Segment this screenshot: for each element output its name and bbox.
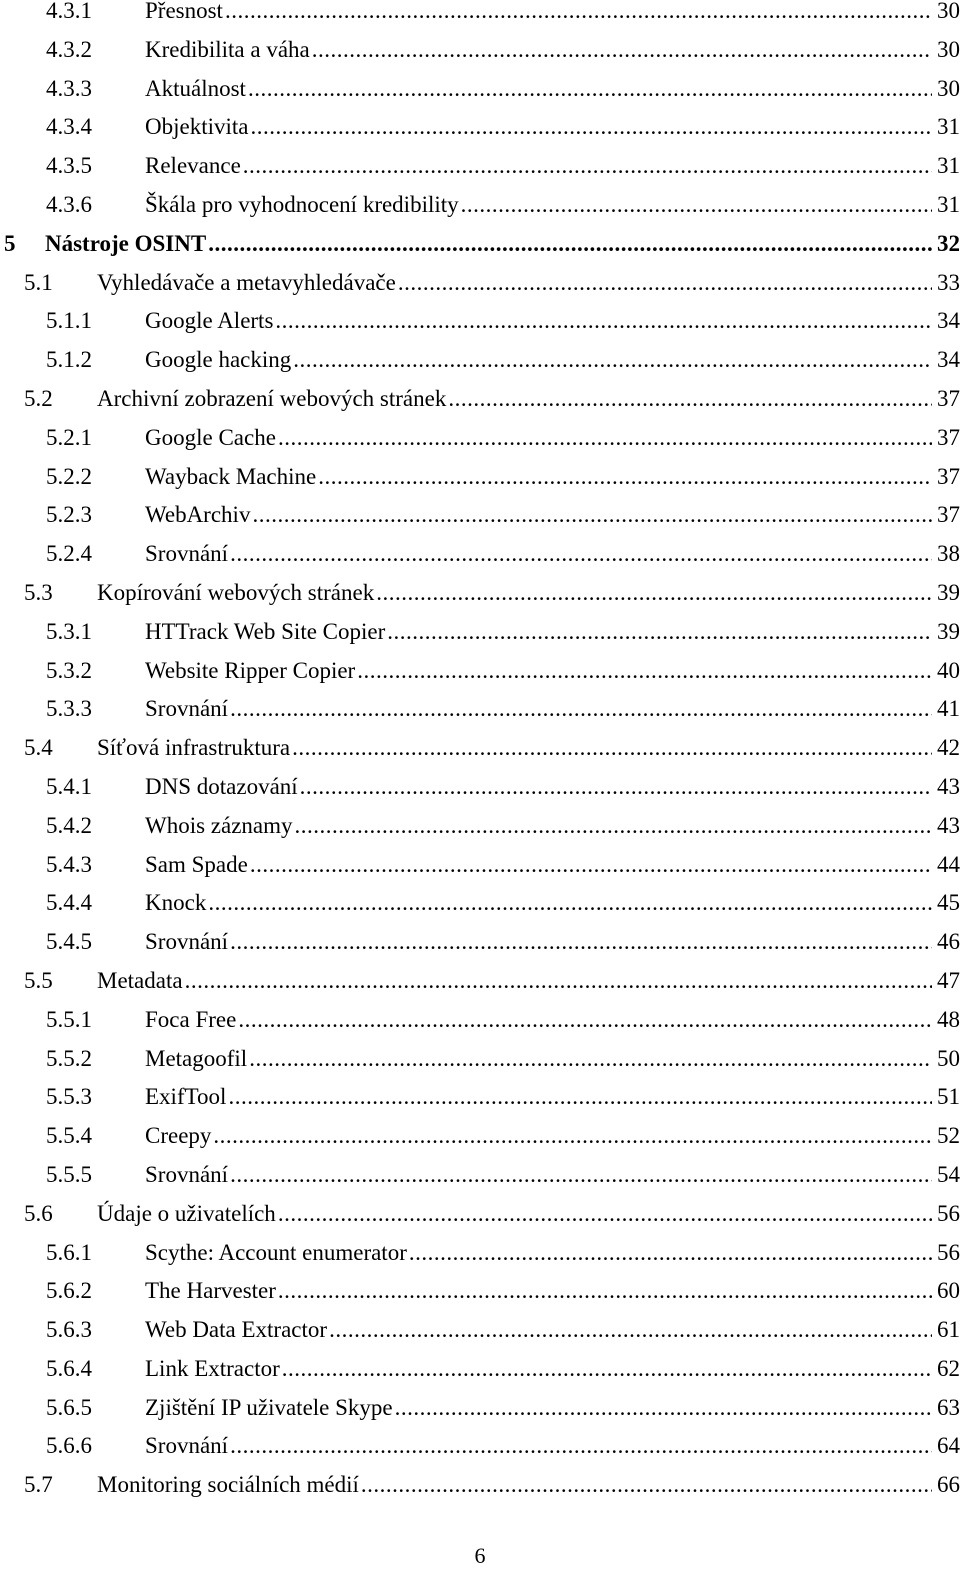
toc-entry-number: 5.5.3 xyxy=(46,1084,92,1110)
toc-entry-page: 66 xyxy=(937,1472,960,1498)
toc-entry-number: 5.4.3 xyxy=(46,851,92,877)
toc-entry[interactable] xyxy=(0,729,960,768)
toc-dot-leader xyxy=(293,341,932,380)
toc-entry-number: 4.3.2 xyxy=(46,36,92,62)
toc-entry-title: ExifTool xyxy=(145,1084,227,1110)
toc-dot-leader xyxy=(278,1272,932,1311)
toc-dot-leader xyxy=(376,574,932,613)
toc-entry-title: WebArchiv xyxy=(145,502,251,528)
toc-entry-number: 5.4.2 xyxy=(46,812,92,838)
toc-entry-page: 50 xyxy=(937,1045,960,1071)
toc-entry[interactable] xyxy=(0,1311,960,1350)
toc-entry-page: 37 xyxy=(937,463,960,489)
toc-entry-number: 5.4.5 xyxy=(46,929,92,955)
toc-dot-leader xyxy=(461,186,932,225)
toc-entry-number: 4.3.1 xyxy=(46,0,92,23)
toc-entry-title: Přesnost xyxy=(145,0,223,23)
toc-entry-page: 32 xyxy=(937,230,960,256)
toc-entry-title: Monitoring sociálních médií xyxy=(97,1472,359,1498)
toc-entry-number: 5.4.4 xyxy=(46,890,92,916)
toc-entry-title: Archivní zobrazení webových stránek xyxy=(97,385,447,411)
toc-entry-page: 56 xyxy=(937,1239,960,1265)
toc-entry-title: Link Extractor xyxy=(145,1355,280,1381)
toc-entry-page: 31 xyxy=(937,191,960,217)
toc-dot-leader xyxy=(238,1001,932,1040)
toc-entry-page: 48 xyxy=(937,1006,960,1032)
toc-entry-title: Website Ripper Copier xyxy=(145,657,356,683)
toc-entry-page: 31 xyxy=(937,114,960,140)
toc-entry[interactable] xyxy=(0,690,960,729)
toc-entry-page: 52 xyxy=(937,1123,960,1149)
toc-entry-title: Vyhledávače a metavyhledávače xyxy=(97,269,396,295)
toc-entry-number: 5.3 xyxy=(24,579,53,605)
toc-dot-leader xyxy=(230,690,932,729)
toc-entry-page: 44 xyxy=(937,851,960,877)
toc-entry-page: 33 xyxy=(937,269,960,295)
toc-entry-page: 62 xyxy=(937,1355,960,1381)
toc-dot-leader xyxy=(387,613,932,652)
toc-dot-leader xyxy=(275,302,932,341)
toc-entry-title: Srovnání xyxy=(145,1161,229,1187)
toc-entry-title: Relevance xyxy=(145,153,241,179)
toc-entry-page: 30 xyxy=(937,0,960,23)
toc-entry-title: Foca Free xyxy=(145,1006,237,1032)
toc-entry-page: 37 xyxy=(937,424,960,450)
toc-entry[interactable] xyxy=(0,1156,960,1195)
toc-entry-page: 60 xyxy=(937,1278,960,1304)
toc-entry[interactable] xyxy=(0,70,960,109)
toc-dot-leader xyxy=(208,225,932,264)
toc-entry-number: 5.2.4 xyxy=(46,541,92,567)
toc-entry-page: 54 xyxy=(937,1161,960,1187)
toc-entry-number: 5.5.1 xyxy=(46,1006,92,1032)
toc-entry-number: 5.5.5 xyxy=(46,1161,92,1187)
toc-entry[interactable] xyxy=(0,1234,960,1273)
toc-dot-leader xyxy=(282,1350,932,1389)
toc-entry-page: 61 xyxy=(937,1317,960,1343)
toc-entry-number: 5.1.2 xyxy=(46,347,92,373)
toc-entry-number: 4.3.6 xyxy=(46,191,92,217)
toc-entry-title: Objektivita xyxy=(145,114,249,140)
toc-entry[interactable] xyxy=(0,31,960,70)
toc-entry-page: 46 xyxy=(937,929,960,955)
toc-entry[interactable] xyxy=(0,147,960,186)
toc-dot-leader xyxy=(252,496,932,535)
toc-entry-title: Srovnání xyxy=(145,929,229,955)
toc-entry[interactable] xyxy=(0,264,960,303)
toc-entry[interactable] xyxy=(0,496,960,535)
toc-entry-page: 30 xyxy=(937,75,960,101)
toc-entry-number: 5.1.1 xyxy=(46,308,92,334)
toc-entry-title: HTTrack Web Site Copier xyxy=(145,618,386,644)
toc-entry-title: Škála pro vyhodnocení kredibility xyxy=(145,191,459,217)
toc-entry-page: 40 xyxy=(937,657,960,683)
toc-dot-leader xyxy=(357,652,932,691)
toc-entry-number: 4.3.3 xyxy=(46,75,92,101)
toc-entry-number: 5.7 xyxy=(24,1472,53,1498)
toc-entry-number: 5.4.1 xyxy=(46,773,92,799)
toc-dot-leader xyxy=(250,108,932,147)
toc-entry[interactable] xyxy=(0,962,960,1001)
toc-entry-number: 5.2.2 xyxy=(46,463,92,489)
toc-entry-title: Srovnání xyxy=(145,696,229,722)
toc-entry-number: 5.6.1 xyxy=(46,1239,92,1265)
toc-entry-page: 34 xyxy=(937,308,960,334)
toc-entry-title: Sam Spade xyxy=(145,851,248,877)
toc-entry-page: 47 xyxy=(937,967,960,993)
toc-entry-page: 43 xyxy=(937,773,960,799)
toc-entry-title: Kredibilita a váha xyxy=(145,36,310,62)
toc-entry[interactable] xyxy=(0,108,960,147)
toc-entry[interactable] xyxy=(0,846,960,885)
toc-entry-number: 5.5 xyxy=(24,967,53,993)
toc-dot-leader xyxy=(248,70,932,109)
toc-entry-title: DNS dotazování xyxy=(145,773,298,799)
toc-entry-title: Creepy xyxy=(145,1123,212,1149)
toc-entry-title: Srovnání xyxy=(145,1433,229,1459)
toc-dot-leader xyxy=(292,729,932,768)
toc-entry-number: 5.4 xyxy=(24,735,53,761)
toc-dot-leader xyxy=(230,1156,932,1195)
toc-entry-page: 64 xyxy=(937,1433,960,1459)
toc-entry[interactable] xyxy=(0,1272,960,1311)
toc-entry-number: 5.5.4 xyxy=(46,1123,92,1149)
toc-entry[interactable] xyxy=(0,419,960,458)
toc-entry-title: Zjištění IP uživatele Skype xyxy=(145,1394,393,1420)
toc-entry[interactable] xyxy=(0,1117,960,1156)
toc-entry-number: 5.3.2 xyxy=(46,657,92,683)
page-number: 6 xyxy=(474,1543,486,1568)
toc-entry-title: Wayback Machine xyxy=(145,463,317,489)
toc-entry-number: 4.3.4 xyxy=(46,114,92,140)
toc-entry-page: 30 xyxy=(937,36,960,62)
toc-dot-leader xyxy=(230,923,932,962)
toc-entry-number: 5.1 xyxy=(24,269,53,295)
toc-entry-page: 56 xyxy=(937,1200,960,1226)
toc-dot-leader xyxy=(278,1195,932,1234)
toc-entry[interactable] xyxy=(0,341,960,380)
toc-entry-number: 4.3.5 xyxy=(46,153,92,179)
toc-entry[interactable] xyxy=(0,1040,960,1079)
toc-entry-page: 42 xyxy=(937,735,960,761)
toc-entry-number: 5.6.6 xyxy=(46,1433,92,1459)
toc-entry-number: 5.2 xyxy=(24,385,53,411)
toc-entry[interactable] xyxy=(0,807,960,846)
toc-entry[interactable] xyxy=(0,1195,960,1234)
toc-entry[interactable] xyxy=(0,380,960,419)
toc-entry[interactable] xyxy=(0,768,960,807)
toc-entry-page: 39 xyxy=(937,618,960,644)
toc-dot-leader xyxy=(278,419,932,458)
toc-entry[interactable] xyxy=(0,535,960,574)
toc-entry-title: Google hacking xyxy=(145,347,292,373)
toc-entry-number: 5.6 xyxy=(24,1200,53,1226)
toc-entry-number: 5.6.5 xyxy=(46,1394,92,1420)
toc-dot-leader xyxy=(318,458,932,497)
toc-entry-number: 5.5.2 xyxy=(46,1045,92,1071)
toc-entry[interactable] xyxy=(0,1427,960,1466)
toc-entry-number: 5 xyxy=(4,230,16,256)
toc-entry-title: Metagoofil xyxy=(145,1045,248,1071)
toc-dot-leader xyxy=(409,1234,932,1273)
toc-entry[interactable] xyxy=(0,225,960,264)
toc-entry[interactable] xyxy=(0,574,960,613)
toc-entry[interactable] xyxy=(0,1389,960,1428)
toc-entry[interactable] xyxy=(0,1350,960,1389)
toc-dot-leader xyxy=(329,1311,932,1350)
toc-entry-page: 63 xyxy=(937,1394,960,1420)
toc-entry-page: 34 xyxy=(937,347,960,373)
toc-dot-leader xyxy=(250,846,932,885)
toc-dot-leader xyxy=(230,535,932,574)
toc-entry-title: Google Cache xyxy=(145,424,276,450)
toc-entry-title: The Harvester xyxy=(145,1278,276,1304)
toc-entry[interactable] xyxy=(0,652,960,691)
toc-entry-title: Nástroje OSINT xyxy=(45,230,207,256)
toc-entry-page: 41 xyxy=(937,696,960,722)
toc-entry-page: 45 xyxy=(937,890,960,916)
toc-dot-leader xyxy=(228,1078,932,1117)
toc-entry-number: 5.2.3 xyxy=(46,502,92,528)
toc-entry-page: 37 xyxy=(937,385,960,411)
toc-entry-title: Whois záznamy xyxy=(145,812,293,838)
toc-entry[interactable] xyxy=(0,923,960,962)
toc-entry[interactable] xyxy=(0,1466,960,1505)
toc-entry-page: 38 xyxy=(937,541,960,567)
toc-entry-title: Metadata xyxy=(97,967,183,993)
toc-entry[interactable] xyxy=(0,884,960,923)
toc-entry-page: 39 xyxy=(937,579,960,605)
toc-dot-leader xyxy=(213,1117,932,1156)
toc-entry[interactable] xyxy=(0,613,960,652)
toc-entry-title: Kopírování webových stránek xyxy=(97,579,375,605)
toc-dot-leader xyxy=(295,807,932,846)
toc-entry[interactable] xyxy=(0,1078,960,1117)
toc-entry-page: 43 xyxy=(937,812,960,838)
toc-dot-leader xyxy=(225,0,932,31)
toc-entry[interactable] xyxy=(0,302,960,341)
toc-dot-leader xyxy=(398,264,932,303)
toc-entry-page: 51 xyxy=(937,1084,960,1110)
toc-entry-page: 31 xyxy=(937,153,960,179)
toc-entry-title: Web Data Extractor xyxy=(145,1317,328,1343)
toc-entry-number: 5.6.2 xyxy=(46,1278,92,1304)
toc-entry[interactable] xyxy=(0,1001,960,1040)
toc-dot-leader xyxy=(230,1427,932,1466)
toc-dot-leader xyxy=(395,1389,932,1428)
toc-entry-title: Síťová infrastruktura xyxy=(97,735,291,761)
toc-entry-number: 5.3.3 xyxy=(46,696,92,722)
toc-entry-title: Údaje o uživatelích xyxy=(97,1200,276,1226)
toc-entry[interactable] xyxy=(0,458,960,497)
toc-dot-leader xyxy=(185,962,932,1001)
toc-entry[interactable] xyxy=(0,186,960,225)
toc-entry-title: Scythe: Account enumerator xyxy=(145,1239,407,1265)
toc-entry-number: 5.6.3 xyxy=(46,1317,92,1343)
toc-dot-leader xyxy=(208,884,932,923)
toc-dot-leader xyxy=(243,147,932,186)
toc-entry[interactable] xyxy=(0,0,960,31)
toc-dot-leader xyxy=(300,768,932,807)
toc-entry-title: Google Alerts xyxy=(145,308,274,334)
toc-entry-title: Aktuálnost xyxy=(145,75,246,101)
toc-entry-title: Knock xyxy=(145,890,207,916)
toc-dot-leader xyxy=(312,31,932,70)
toc-entry-number: 5.2.1 xyxy=(46,424,92,450)
toc-dot-leader xyxy=(361,1466,932,1505)
toc-entry-number: 5.6.4 xyxy=(46,1355,92,1381)
toc-dot-leader xyxy=(249,1040,932,1079)
toc-entry-title: Srovnání xyxy=(145,541,229,567)
toc-dot-leader xyxy=(448,380,932,419)
toc-entry-page: 37 xyxy=(937,502,960,528)
toc-entry-number: 5.3.1 xyxy=(46,618,92,644)
